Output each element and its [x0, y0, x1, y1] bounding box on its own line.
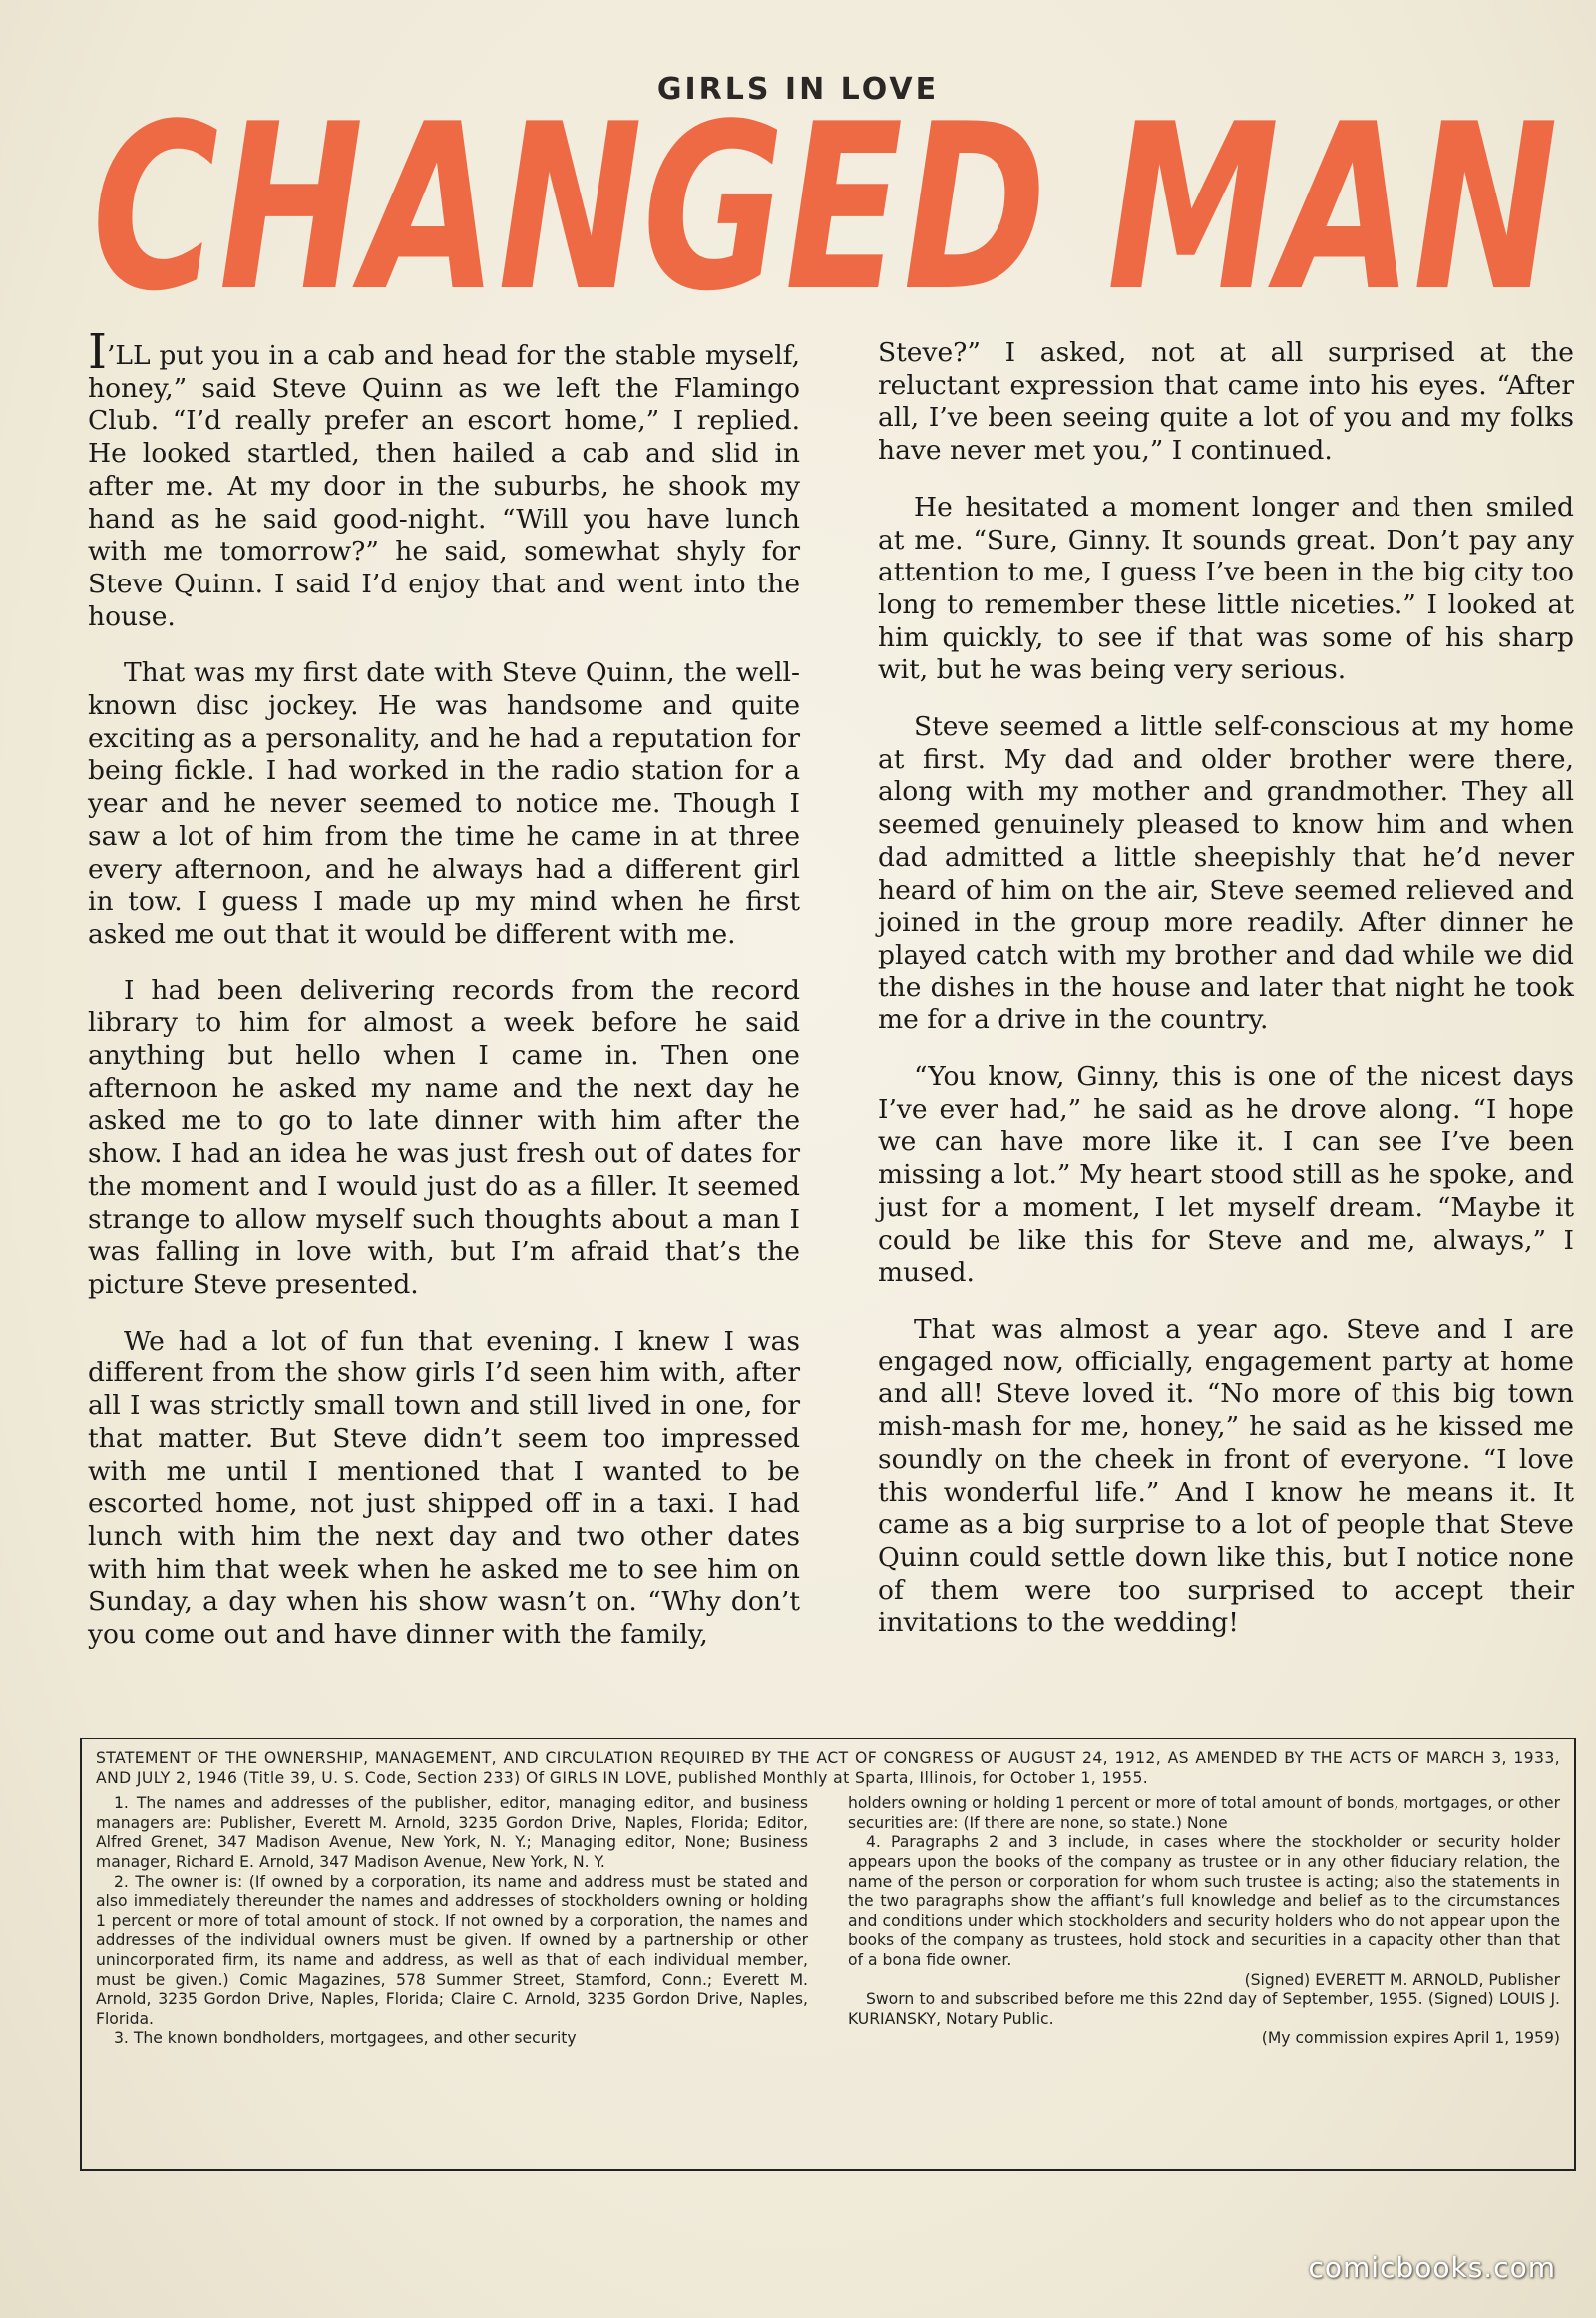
statement-column-right — [848, 1794, 1560, 2049]
story-paragraph-text: ’LL put you in a cab and head for the stable myself, honey,” said Steve Quinn as we left the Flamingo Club. “I’d really prefer an escort home,” I replied. He looked startled, then hailed a cab and slid in after me. At my door in the suburbs, he shook my hand as he said good-night. “Will you have lunch with me tomorrow?” he said, somewhat shyly for Steve Quinn. I said I’d enjoy that and went into the house. — [88, 340, 800, 632]
story-paragraph: We had a lot of fun that evening. I knew I was different from the show girls I’d seen him with, after all I was strictly small town and still lived in one, for that matter. But Steve didn’t seem too impressed with me until I mentioned that I wanted to be escorted home, not just shipped off in a taxi. I had lunch with him the next day and two other dates with him that week when he asked me to see him on Sunday, a day when his show wasn’t on. “Why don’t you come out and have dinner with the family, — [88, 1325, 800, 1651]
statement-paragraph: 4. Paragraphs 2 and 3 include, in cases where the stockholder or security holder appears upon the books of the company as trustee or in any other fiduciary relation, the name of the person or corporation for whom such trustee is acting; also the statements in the two paragraphs show the affiant’s full knowledge and belief as to the circumstances and conditions under which stockholders and security holders who do not appear upon the books of the company as trustees, hold stock and securities in a capacity other than that of a bona fide owner. — [848, 1833, 1560, 1969]
statement-commission: (My commission expires April 1, 1959) — [1261, 2029, 1560, 2048]
series-title: GIRLS IN LOVE — [656, 72, 940, 107]
story-paragraph: “You know, Ginny, this is one of the nicest days I’ve ever had,” he said as he drove along. “I hope we can have more like it. I can see I’ve been missing a lot.” My heart stood still as he spoke, and just for a moment, I let myself dream. “Maybe it could be like this for Steve and me, always,” I mused. — [878, 1061, 1574, 1289]
statement-heading: STATEMENT OF THE OWNERSHIP, MANAGEMENT, AND CIRCULATION REQUIRED BY THE ACT OF CONGRESS OF AUGUST 24, 1912, AS AMENDED BY THE ACTS OF MARCH 3, 1933, AND JULY 2, 1946 (Title 39, U. S. Code, Section 233) Of GIRLS IN LOVE, published Monthly at Sparta, Illinois, for October 1, 1955. — [96, 1749, 1560, 1787]
story-paragraph: I had been delivering records from the record library to him for almost a week before he said anything but hello when I came in. Then one afternoon he asked my name and the next day he asked me to go to late dinner with him after the show. I had an idea he was just fresh out of dates for the moment and I would just do as a filler. It seemed strange to allow myself such thoughts about a man I was falling in love with, but I’m afraid that’s the picture Steve presented. — [88, 974, 800, 1300]
story-column-right — [878, 337, 1574, 1664]
statement-paragraph: 2. The owner is: (If owned by a corporation, its name and address must be stated and also immediately thereunder the names and addresses of stockholders owning or holding 1 percent or more of total amount of stock. If not owned by a corporation, the names and addresses of the individual owners must be given. If owned by a partnership or other unincorporated firm, its name and address, as well as that of each individual member, must be given.) Comic Magazines, 578 Summer Street, Stamford, Conn.; Everett M. Arnold, 3235 Gordon Drive, Naples, Florida; Claire C. Arnold, 3235 Gordon Drive, Naples, Florida. — [96, 1872, 808, 2028]
story-paragraph: He hesitated a moment longer and then smiled at me. “Sure, Ginny. It sounds great. Don’t pay any attention to me, I guess I’ve been in the big city too long to remember these little niceties.” I looked at him quickly, to see if that was some of his sharp wit, but he was being very serious. — [878, 491, 1574, 686]
story-paragraph: That was almost a year ago. Steve and I are engaged now, officially, engagement party at home and all! Steve loved it. “No more of this big town mish-mash for me, honey,” he said as he kissed me soundly on the cheek in front of everyone. “I love this wonderful life.” And I know he means it. It came as a big surprise to a lot of people that Steve Quinn could settle down like this, but I notice none of them were too surprised to accept their invitations to the wedding! — [878, 1313, 1574, 1639]
statement-paragraph: 1. The names and addresses of the publisher, editor, managing editor, and business managers are: Publisher, Everett M. Arnold, 3235 Gordon Drive, Naples, Florida; Editor, Alfred Grenet, 347 Madison Avenue, New York, N. Y.; Managing editor, None; Business manager, Richard E. Arnold, 347 Madison Avenue, New York, N. Y. — [96, 1794, 808, 1871]
statement-paragraph: holders owning or holding 1 percent or more of total amount of bonds, mortgages, or other securities are: (If there are none, so state.) None — [848, 1794, 1560, 1832]
statement-column-left — [96, 1794, 808, 2049]
statement-paragraph: 3. The known bondholders, mortgagees, and other security — [114, 2029, 577, 2048]
story-title-graphic — [92, 98, 1568, 327]
ownership-statement — [80, 1738, 1576, 2171]
story-paragraph: Steve?” I asked, not at all surprised at the reluctant expression that came into his eyes. “After all, I’ve been seeing quite a lot of you and my folks have never met you,” I continued. — [878, 337, 1574, 467]
statement-signature: (Signed) EVERETT M. ARNOLD, Publisher — [1244, 1970, 1560, 1989]
drop-cap: I — [88, 324, 107, 380]
story-title-text: CHANGED MAN — [92, 98, 1558, 327]
story-title — [92, 98, 1568, 327]
site-watermark: comicbooks.com — [1308, 2251, 1556, 2284]
story-paragraph — [88, 324, 800, 633]
story-column-left — [88, 324, 800, 1676]
story-paragraph: Steve seemed a little self-conscious at my home at first. My dad and older brother were there, along with my mother and grandmother. They all seemed genuinely pleased to know him and when dad admitted a little sheepishly that he’d never heard of him on the air, Steve seemed relieved and joined in the group more readily. After dinner he played catch with my brother and dad while we did the dishes in the house and later that night he took me for a drive in the country. — [878, 711, 1574, 1036]
statement-sworn: Sworn to and subscribed before me this 22nd day of September, 1955. (Signed) LOUIS J. KURIANSKY, Notary Public. — [848, 1990, 1560, 2028]
story-paragraph: That was my first date with Steve Quinn, the well-known disc jockey. He was handsome and quite exciting as a personality, and he had a reputation for being fickle. I had worked in the radio station for a year and he never seemed to notice me. Though I saw a lot of him from the time he came in at three every afternoon, and he always had a different girl in tow. I guess I made up my mind when he first asked me out that it would be different with me. — [88, 657, 800, 950]
